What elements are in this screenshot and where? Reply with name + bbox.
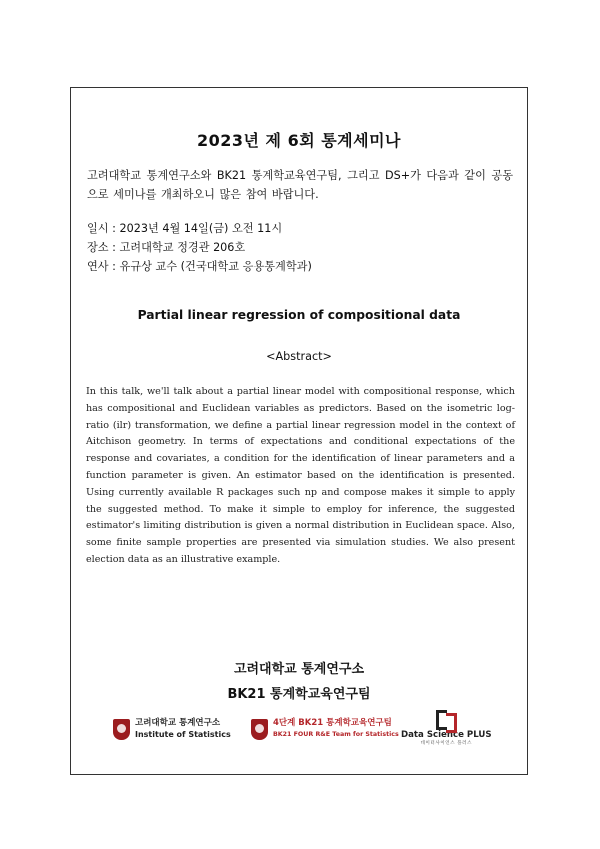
data-science-plus-logo — [401, 710, 492, 746]
seminar-title: 2023년 제 6회 통계세미나 — [196, 131, 402, 150]
seminar-place: 장소 : 고려대학교 정경관 206호 — [87, 241, 246, 254]
bk21-logo-korean: 4단계 BK21 통계학교육연구팀 — [273, 718, 392, 728]
organizer-institute: 고려대학교 통계연구소 — [233, 662, 365, 677]
seminar-notice-frame — [70, 87, 528, 775]
sponsor-logos — [71, 706, 527, 746]
talk-title: Partial linear regression of compositional data — [137, 308, 461, 322]
abstract-text: In this talk, we'll talk about a partial linear model with compositional response, which has compositional and Euclidean variables as predictors. Based on the isometric log-ratio (ilr) transformation, we define a partial linear regression model in the context of Aitchison geometry. In terms of expectations and conditional expectations of the response and covariates, a condition for the identification of linear parameters and a function parameter is given. An estimator based on the identification is presented. Using currently available R packages such np and compose makes it simple to apply the suggested method. To make it simple to employ for inference, the suggested estimator's limiting distribution is given a normal distribution in Euclidean space. Also, some finite sample properties are presented via simulation studies. We also present election data as an illustrative example. — [86, 386, 515, 565]
intro-paragraph: 고려대학교 통계연구소와 BK21 통계학교육연구팀, 그리고 DS+가 다음과 같이 공동으로 세미나를 개최하오니 많은 참여 바랍니다. — [87, 169, 513, 201]
bk21-team-logo — [251, 718, 399, 740]
korea-university-crest-icon — [113, 719, 130, 740]
organizer-bk21: BK21 통계학교육연구팀 — [227, 687, 371, 702]
institute-logo-english: Institute of Statistics — [135, 730, 231, 739]
ds-plus-logo-name: Data Science PLUS — [401, 730, 492, 740]
institute-logo-korean: 고려대학교 통계연구소 — [135, 718, 221, 728]
bk21-logo-english: BK21 FOUR R&E Team for Statistics — [273, 731, 399, 738]
ds-plus-logo-korean: 데이터사이언스 플러스 — [420, 741, 473, 746]
abstract-heading: <Abstract> — [266, 350, 332, 363]
ds-plus-logo-icon — [434, 710, 458, 728]
institute-of-statistics-logo — [113, 718, 231, 740]
seminar-info — [87, 219, 312, 276]
seminar-date: 일시 : 2023년 4월 14일(금) 오전 11시 — [87, 222, 283, 235]
seminar-speaker: 연사 : 유규상 교수 (건국대학교 응용통계학과) — [87, 260, 312, 273]
korea-university-crest-icon — [251, 719, 268, 740]
